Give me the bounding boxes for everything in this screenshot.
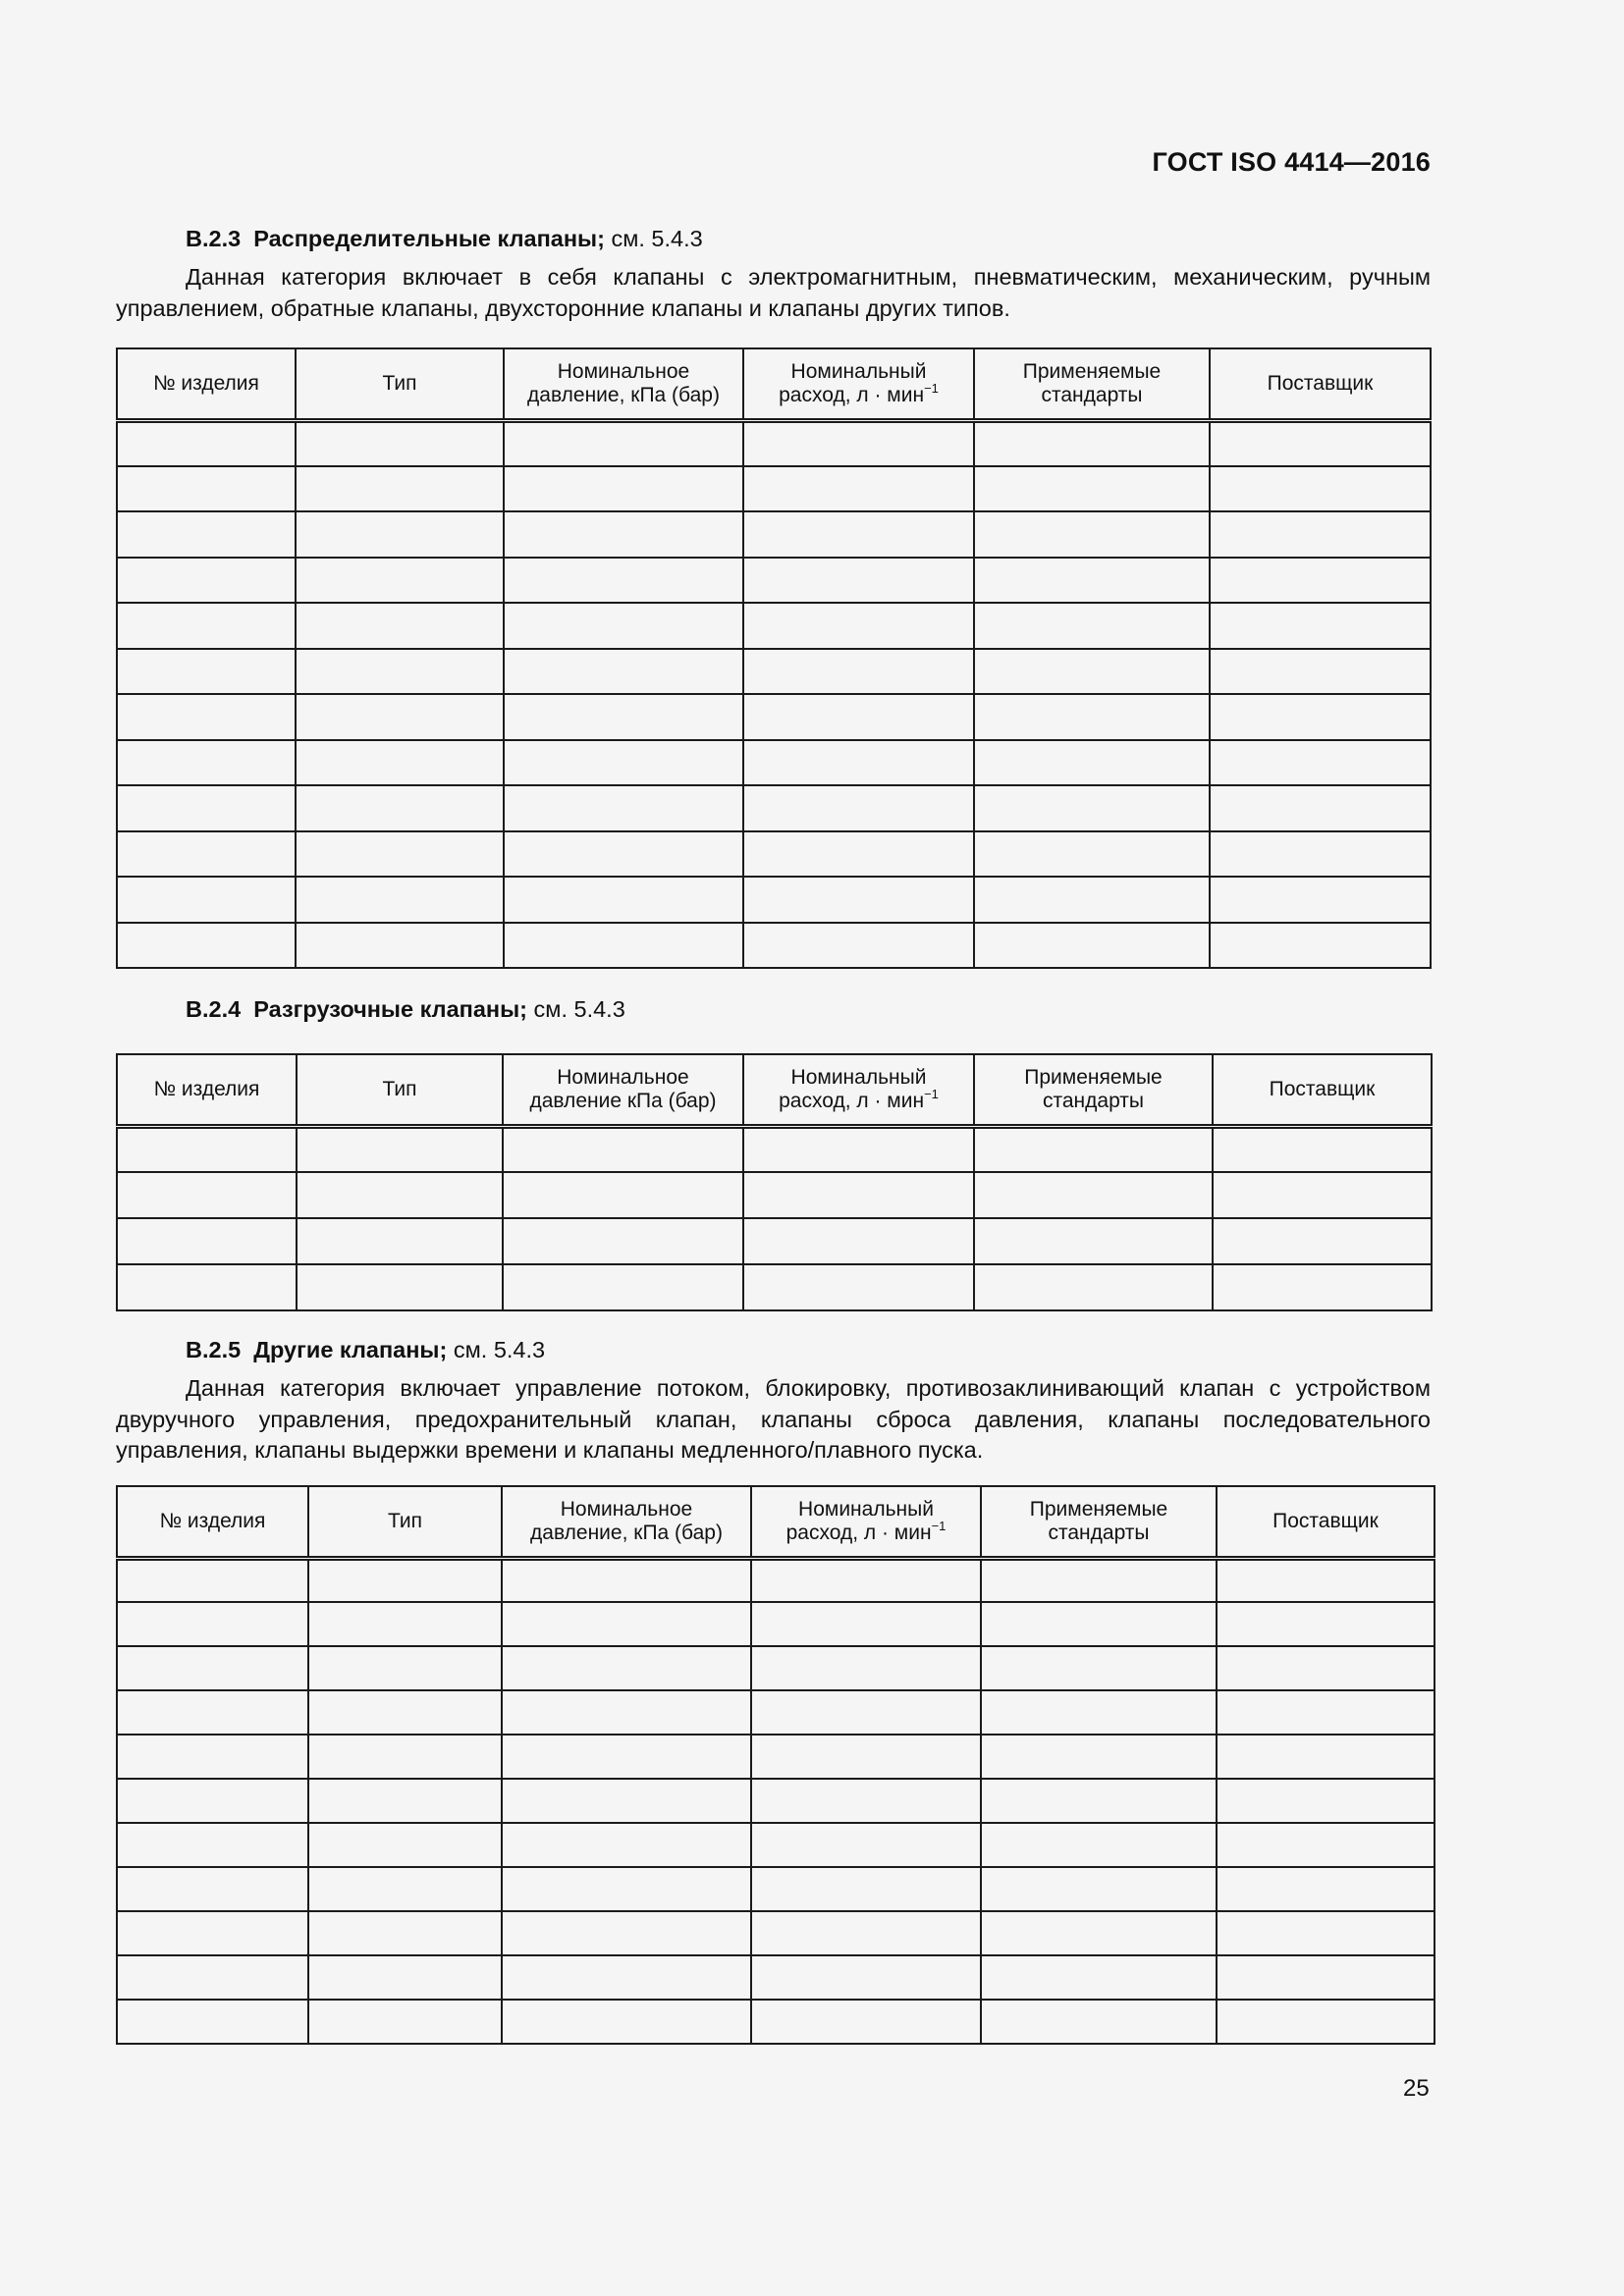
table-cell <box>1210 603 1431 649</box>
table-cell <box>502 1558 751 1602</box>
table-row <box>117 2000 1435 2044</box>
table-cell <box>504 877 743 923</box>
table-cell <box>117 511 296 558</box>
table-cell <box>504 558 743 604</box>
table-row <box>117 1264 1432 1310</box>
table-cell <box>502 2000 751 2044</box>
table-cell <box>1210 923 1431 969</box>
table-cell <box>296 558 504 604</box>
table-cell <box>502 1867 751 1911</box>
section-number: В.2.3 <box>186 226 242 251</box>
table-cell <box>117 558 296 604</box>
table-cell <box>974 877 1210 923</box>
table-cell <box>503 1126 743 1172</box>
col-header-item-no: № изделия <box>117 1054 297 1126</box>
table-cell <box>1210 785 1431 831</box>
table-row <box>117 1823 1435 1867</box>
section-b25-text <box>116 1373 1431 1467</box>
table-cell <box>117 1646 308 1690</box>
table-row <box>117 923 1431 969</box>
table-cell <box>981 1867 1217 1911</box>
table-cell <box>1217 1602 1435 1646</box>
table-cell <box>296 877 504 923</box>
table-row <box>117 1218 1432 1264</box>
table-cell <box>117 2000 308 2044</box>
table-cell <box>503 1218 743 1264</box>
table-cell <box>308 1955 502 2000</box>
table-cell <box>974 1126 1213 1172</box>
document-header: ГОСТ ISO 4414—2016 <box>1152 147 1431 177</box>
table-cell <box>981 1602 1217 1646</box>
table-cell <box>1213 1126 1432 1172</box>
table-cell <box>117 694 296 740</box>
table-cell <box>502 1735 751 1779</box>
table-cell <box>1217 1646 1435 1690</box>
table-cell <box>117 740 296 786</box>
table-b24 <box>116 1053 1433 1311</box>
table-cell <box>743 785 974 831</box>
table-cell <box>743 1172 974 1218</box>
table-row <box>117 1779 1435 1823</box>
col-header-item-no: № изделия <box>117 348 296 420</box>
table-b25 <box>116 1485 1435 2045</box>
table-cell <box>504 511 743 558</box>
table-cell <box>503 1264 743 1310</box>
table-cell <box>502 1646 751 1690</box>
col-header-standards: Применяемые стандарты <box>974 348 1210 420</box>
table-cell <box>751 1823 981 1867</box>
table-row <box>117 1867 1435 1911</box>
col-header-flow: Номинальный расход, л · мин$^{-1}$ <box>751 1486 981 1558</box>
table-cell <box>743 558 974 604</box>
table-cell <box>1210 420 1431 466</box>
table-cell <box>296 740 504 786</box>
table-cell <box>974 831 1210 878</box>
table-cell <box>981 1690 1217 1735</box>
table-cell <box>981 1955 1217 2000</box>
table-cell <box>974 649 1210 695</box>
table-cell <box>1217 1735 1435 1779</box>
table-cell <box>297 1172 503 1218</box>
table-cell <box>1210 831 1431 878</box>
col-header-type: Тип <box>297 1054 503 1126</box>
table-cell <box>974 558 1210 604</box>
col-header-supplier: Поставщик <box>1213 1054 1432 1126</box>
table-cell <box>974 694 1210 740</box>
table-row <box>117 466 1431 512</box>
table-row <box>117 831 1431 878</box>
table-cell <box>1217 1690 1435 1735</box>
table-row <box>117 603 1431 649</box>
table-cell <box>117 831 296 878</box>
table-cell <box>117 1867 308 1911</box>
table-cell <box>296 466 504 512</box>
table-row <box>117 1126 1432 1172</box>
table-cell <box>981 1911 1217 1955</box>
section-name: Другие клапаны; <box>253 1337 448 1362</box>
table-cell <box>308 1646 502 1690</box>
table-row <box>117 1735 1435 1779</box>
table-cell <box>502 1602 751 1646</box>
page-number: 25 <box>1403 2075 1430 2102</box>
table-cell <box>117 1264 297 1310</box>
table-cell <box>751 2000 981 2044</box>
section-b24-title <box>186 996 625 1023</box>
table-row <box>117 877 1431 923</box>
table-cell <box>1210 877 1431 923</box>
section-number: В.2.4 <box>186 996 242 1022</box>
table-row <box>117 1911 1435 1955</box>
table-row <box>117 1690 1435 1735</box>
table-cell <box>117 1735 308 1779</box>
section-name: Разгрузочные клапаны; <box>253 996 527 1022</box>
table-cell <box>117 785 296 831</box>
table-cell <box>308 2000 502 2044</box>
col-header-pressure: Номинальное давление, кПа (бар) <box>504 348 743 420</box>
section-b23-title <box>186 226 703 252</box>
col-header-flow: Номинальный расход, л · мин$^{-1}$ <box>743 1054 974 1126</box>
table-cell <box>117 1126 297 1172</box>
table-cell <box>308 1779 502 1823</box>
col-header-item-no: № изделия <box>117 1486 308 1558</box>
table-cell <box>296 831 504 878</box>
col-header-pressure: Номинальное давление, кПа (бар) <box>502 1486 751 1558</box>
section-b25-title <box>186 1337 545 1363</box>
table-cell <box>751 1955 981 2000</box>
table-cell <box>974 740 1210 786</box>
table-cell <box>751 1602 981 1646</box>
table-cell <box>1217 1779 1435 1823</box>
table-cell <box>308 1823 502 1867</box>
table-cell <box>296 785 504 831</box>
col-header-type: Тип <box>308 1486 502 1558</box>
table-cell <box>974 785 1210 831</box>
table-cell <box>981 1646 1217 1690</box>
table-cell <box>751 1558 981 1602</box>
table-cell <box>743 420 974 466</box>
table-cell <box>974 1264 1213 1310</box>
col-header-standards: Применяемые стандарты <box>974 1054 1213 1126</box>
col-header-type: Тип <box>296 348 504 420</box>
table-cell <box>117 1218 297 1264</box>
col-header-standards: Применяемые стандарты <box>981 1486 1217 1558</box>
table-row <box>117 785 1431 831</box>
table-cell <box>297 1126 503 1172</box>
table-cell <box>296 694 504 740</box>
col-header-pressure: Номинальное давление кПа (бар) <box>503 1054 743 1126</box>
table-cell <box>502 1823 751 1867</box>
table-cell <box>117 649 296 695</box>
table-row <box>117 511 1431 558</box>
table-cell <box>504 785 743 831</box>
table-cell <box>117 1602 308 1646</box>
section-ref: см. 5.4.3 <box>611 226 703 251</box>
table-cell <box>1213 1218 1432 1264</box>
table-cell <box>743 1218 974 1264</box>
table-cell <box>308 1690 502 1735</box>
table-cell <box>751 1735 981 1779</box>
table-cell <box>504 603 743 649</box>
table-cell <box>117 1955 308 2000</box>
table-cell <box>117 603 296 649</box>
table-cell <box>296 923 504 969</box>
table-cell <box>504 420 743 466</box>
section-name: Распределительные клапаны; <box>253 226 605 251</box>
table-b23 <box>116 347 1432 969</box>
table-cell <box>308 1558 502 1602</box>
table-row <box>117 1646 1435 1690</box>
section-number: В.2.5 <box>186 1337 242 1362</box>
table-cell <box>743 603 974 649</box>
table-cell <box>751 1867 981 1911</box>
table-cell <box>1217 1823 1435 1867</box>
table-cell <box>502 1955 751 2000</box>
table-cell <box>308 1867 502 1911</box>
table-cell <box>981 1779 1217 1823</box>
table-cell <box>1217 2000 1435 2044</box>
paragraph-line: управления, клапаны выдержки времени и клапаны медленного/плавного пуска. <box>116 1437 984 1463</box>
table-row <box>117 1602 1435 1646</box>
table-cell <box>1210 466 1431 512</box>
table-cell <box>974 603 1210 649</box>
table-cell <box>1213 1264 1432 1310</box>
table-cell <box>117 1779 308 1823</box>
table-cell <box>743 466 974 512</box>
table-cell <box>974 1218 1213 1264</box>
table-cell <box>743 877 974 923</box>
table-cell <box>117 466 296 512</box>
table-cell <box>296 649 504 695</box>
table-cell <box>743 740 974 786</box>
paragraph-line: Данная категория включает управление потоком, блокировку, противозаклинивающий клапан с устройством <box>186 1375 1431 1401</box>
table-cell <box>1210 511 1431 558</box>
table-cell <box>1217 1867 1435 1911</box>
table-row <box>117 694 1431 740</box>
table-cell <box>1217 1911 1435 1955</box>
table-cell <box>974 1172 1213 1218</box>
table-row <box>117 1558 1435 1602</box>
table-cell <box>117 1690 308 1735</box>
table-row <box>117 1955 1435 2000</box>
table-cell <box>504 649 743 695</box>
table-cell <box>743 923 974 969</box>
table-row <box>117 649 1431 695</box>
table-cell <box>502 1690 751 1735</box>
col-header-flow: Номинальный расход, л · мин$^{-1}$ <box>743 348 974 420</box>
table-cell <box>117 1558 308 1602</box>
table-cell <box>296 511 504 558</box>
table-cell <box>974 511 1210 558</box>
paragraph-line: двуручного управления, предохранительный клапан, клапаны сброса давления, клапаны последовательного <box>116 1406 1431 1432</box>
table-cell <box>743 649 974 695</box>
section-ref: см. 5.4.3 <box>453 1337 546 1362</box>
table-row <box>117 740 1431 786</box>
table-cell <box>981 1735 1217 1779</box>
table-cell <box>981 1823 1217 1867</box>
table-cell <box>504 923 743 969</box>
col-header-supplier: Поставщик <box>1210 348 1431 420</box>
col-header-supplier: Поставщик <box>1217 1486 1435 1558</box>
table-cell <box>743 511 974 558</box>
table-cell <box>308 1602 502 1646</box>
table-cell <box>1210 558 1431 604</box>
table-cell <box>117 1911 308 1955</box>
table-cell <box>504 694 743 740</box>
paragraph-line: Данная категория включает в себя клапаны с электромагнитным, пневматическим, механическим, ручным <box>186 264 1431 290</box>
table-cell <box>296 420 504 466</box>
table-cell <box>1210 649 1431 695</box>
table-cell <box>117 923 296 969</box>
table-cell <box>1210 740 1431 786</box>
table-cell <box>974 466 1210 512</box>
table-row <box>117 558 1431 604</box>
table-cell <box>297 1218 503 1264</box>
table-cell <box>751 1690 981 1735</box>
table-cell <box>1210 694 1431 740</box>
table-cell <box>308 1911 502 1955</box>
table-row <box>117 420 1431 466</box>
table-row <box>117 1172 1432 1218</box>
table-cell <box>117 1823 308 1867</box>
table-cell <box>503 1172 743 1218</box>
table-cell <box>743 831 974 878</box>
table-cell <box>308 1735 502 1779</box>
table-cell <box>1217 1558 1435 1602</box>
table-cell <box>117 877 296 923</box>
table-cell <box>751 1646 981 1690</box>
section-ref: см. 5.4.3 <box>533 996 625 1022</box>
table-cell <box>743 1126 974 1172</box>
table-cell <box>1217 1955 1435 2000</box>
table-cell <box>974 923 1210 969</box>
table-cell <box>1213 1172 1432 1218</box>
table-cell <box>502 1779 751 1823</box>
paragraph-line: управлением, обратные клапаны, двухсторонние клапаны и клапаны других типов. <box>116 294 1010 321</box>
table-cell <box>981 1558 1217 1602</box>
table-cell <box>751 1911 981 1955</box>
section-b23-text <box>116 262 1431 324</box>
table-cell <box>504 466 743 512</box>
table-cell <box>117 420 296 466</box>
table-cell <box>296 603 504 649</box>
table-cell <box>504 831 743 878</box>
table-cell <box>504 740 743 786</box>
table-cell <box>117 1172 297 1218</box>
table-cell <box>743 1264 974 1310</box>
table-cell <box>743 694 974 740</box>
table-cell <box>502 1911 751 1955</box>
table-cell <box>751 1779 981 1823</box>
table-cell <box>974 420 1210 466</box>
table-cell <box>981 2000 1217 2044</box>
table-cell <box>297 1264 503 1310</box>
